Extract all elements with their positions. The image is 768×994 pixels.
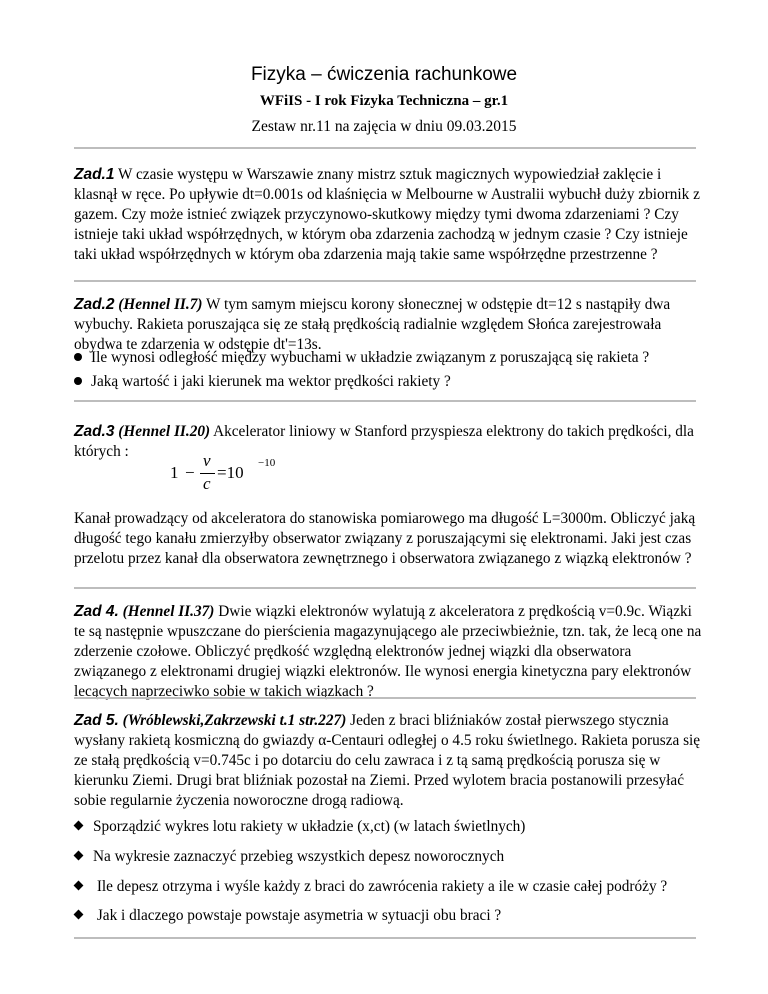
bullet-dot-icon [74, 377, 82, 385]
equation-minus: − [185, 463, 195, 482]
problem-5-bullet [74, 906, 714, 926]
problem-3-label: Zad.3 [74, 423, 115, 440]
problem-3-text: Akcelerator liniowy w Stanford przyspiesza elektrony do takich prędkości, dla których : [74, 423, 694, 460]
problem-4-label: Zad 4. [74, 603, 119, 620]
problem-2-text: W tym samym miejscu korony słonecznej w odstępie dt=12 s nastąpiły dwa wybuchy. Rakieta poruszająca się ze stałą prędkością radialnie względem Słońca zarejestrowała obydwa te zdarzenia w odstępie dt'=13s. [74, 296, 671, 353]
problem-4-reference: (Hennel II.37) [118, 603, 215, 620]
problem-1-text: W czasie występu w Warszawie znany mistrz sztuk magicznych wypowiedział zaklęcie i klasnął w ręce. Po upływie dt=0.001s od klaśnięcia w Melbourne w Australii wybuchł duży zbiornik z gazem. Czy może istnieć związek przyczynowo-skutkowy między tymi dwoma zdarzeniami ? Czy istnieje taki układ współrzędnych, w którym oba zdarzenia zachodzą w jednym czasie ? Czy istnieje taki układ współrzędnych w którym oba zdarzenia mają takie same współrzędne przestrzenne ? [74, 166, 700, 263]
problem-1-label: Zad.1 [74, 166, 115, 183]
divider [74, 147, 696, 149]
problem-5-label: Zad 5. [74, 712, 119, 729]
bullet-text: Na wykresie zaznaczyć przebieg wszystkich depesz noworocznych [93, 848, 505, 865]
problem-2-label: Zad.2 [74, 296, 115, 313]
problem-4-text: Dwie wiązki elektronów wylatują z akceleratora z prędkością v=0.9c. Wiązki te są następnie wpuszczane do pierścienia magazynującego ale przeciwbieżnie, tzn. tak, że lecą one na zderzenie czołowe. Obliczyć prędkość względną elektronów jednej wiązki dla obserwatora związanego z elektronami drugiej wiązki elektronów. Ile wynosi energia kinetyczna pary elektronów lecących naprzeciwko sobie w takich wiązkach ? [74, 603, 702, 700]
bullet-dot-icon [74, 353, 82, 361]
bullet-text: Jak i dlaczego powstaje powstaje asymetria w sytuacji obu braci ? [93, 907, 502, 924]
equation-exponent: −10 [258, 457, 276, 469]
equation-rhs: =10 [217, 463, 244, 482]
page-subtitle: WFiIS - I rok Fizyka Techniczna – gr.1 [259, 93, 509, 109]
bullet-text: Ile wynosi odległość między wybuchami w układzie związanym z poruszającą się rakieta ? [91, 349, 650, 366]
divider [74, 280, 696, 282]
problem-5-bullet [74, 847, 714, 867]
problem-5-text: Jeden z braci bliźniaków został pierwszego stycznia wysłany rakietą kosmiczną do gwiazdy α-Centauri odległej o 4.5 roku świetlnego. Rakieta porusza się ze stałą prędkością v=0.745c i po dotarciu do celu zawraca i z tą samą prędkością porusza się w kierunku Ziemi. Drugi brat bliźniak pozostał na Ziemi. Przed wylotem bracia postanowili przesyłać sobie regularnie życzenia noworoczne drogą radiową. [74, 712, 701, 809]
bullet-text: Sporządzić wykres lotu rakiety w układzie (x,ct) (w latach świetlnych) [93, 818, 526, 835]
divider [74, 400, 696, 402]
problem-5-bullet [74, 817, 714, 837]
equation [170, 451, 310, 501]
problem-2-reference: (Hennel II.7) [114, 296, 203, 313]
bullet-diamond-icon [74, 881, 84, 891]
bullet-text: Ile depesz otrzyma i wyśle każdy z braci do zawrócenia rakiety a ile w czasie całej podróży ? [93, 878, 668, 895]
bullet-diamond-icon [74, 821, 84, 831]
problem-5-bullet [74, 877, 714, 897]
equation-numerator: v [203, 451, 211, 470]
page-title: Fizyka – ćwiczenia rachunkowe [250, 64, 518, 85]
set-info: Zestaw nr.11 na zajęcia w dniu 09.03.2015 [251, 118, 517, 135]
problem-5-reference: (Wróblewski,Zakrzewski t.1 str.227) [118, 712, 347, 729]
divider [74, 937, 696, 939]
bullet-diamond-icon [74, 851, 84, 861]
equation-denominator: c [203, 474, 211, 493]
problem-2-bullet [74, 348, 714, 368]
bullet-text: Jaką wartość i jaki kierunek ma wektor prędkości rakiety ? [91, 373, 451, 390]
problem-2 [74, 295, 704, 355]
problem-3 [74, 422, 704, 462]
problem-3-text-2: Kanał prowadzący od akceleratora do stanowiska pomiarowego ma długość L=3000m. Obliczyć jaką długość tego kanału zmierzyłby obserwator związany z poruszającymi się elektronami. Jaki jest czas przelotu przez kanał dla obserwatora zewnętrznego i obserwatora związanego z wiązką elektronów ? [74, 510, 696, 567]
problem-3-reference: (Hennel II.20) [114, 423, 211, 440]
problem-2-bullet [74, 372, 714, 392]
divider [74, 697, 696, 699]
problem-1 [74, 165, 704, 265]
problem-5 [74, 711, 704, 811]
equation-one: 1 [170, 463, 179, 482]
bullet-diamond-icon [74, 910, 84, 920]
problem-4 [74, 602, 704, 702]
divider [74, 587, 696, 589]
problem-3-continued [74, 509, 704, 569]
